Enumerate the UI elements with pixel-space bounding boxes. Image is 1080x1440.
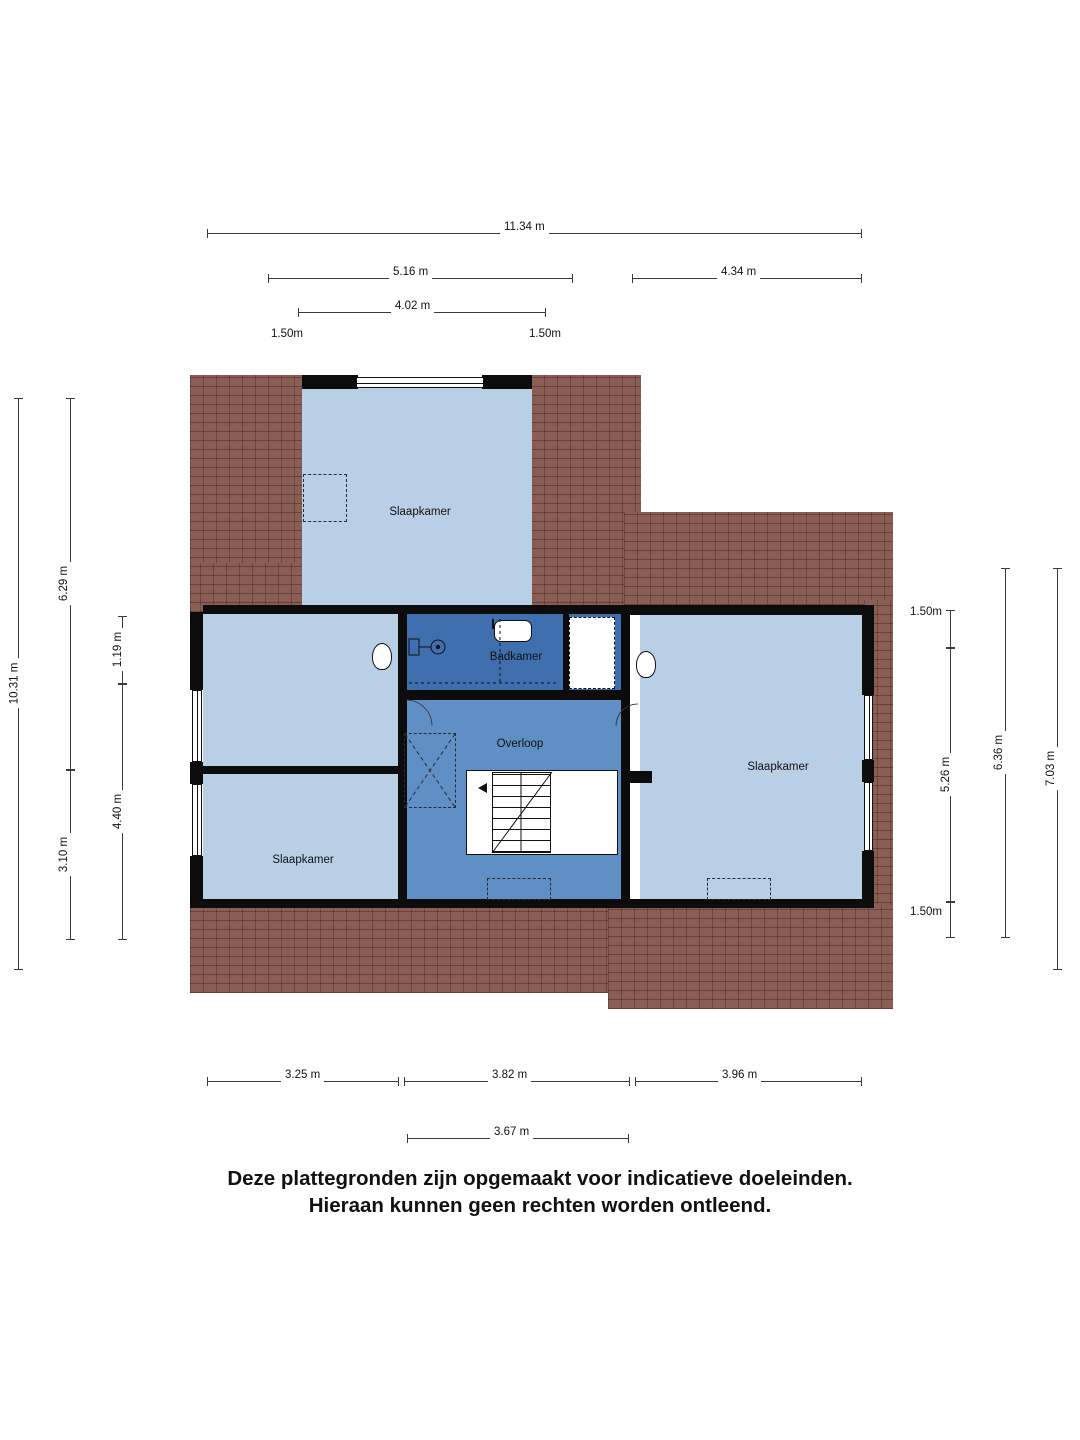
dim-label-top-eave-left: 1.50m	[267, 328, 307, 341]
disclaimer-line-2: Hieraan kunnen geen rechten worden ontleend.	[308, 1194, 772, 1217]
dim-label-top-overall: 11.34 m	[500, 221, 549, 234]
wall-top-left	[302, 375, 358, 389]
wall-top-right	[482, 375, 532, 389]
dim-label-right-eave-top: 1.50m	[906, 606, 946, 619]
dim-label-left-lower: 3.10 m	[58, 833, 71, 876]
dim-label-right-eave-bottom: 1.50m	[906, 906, 946, 919]
door-swing-arcs	[190, 600, 890, 920]
dim-label-right-mid: 6.36 m	[993, 731, 1006, 774]
dashed-outline-top-bedroom	[303, 474, 347, 522]
dim-label-top-left-section: 5.16 m	[389, 266, 432, 279]
dim-label-left-overall: 10.31 m	[8, 659, 21, 709]
roof-area-bottom-right	[608, 905, 893, 1009]
dim-label-top-inner: 4.02 m	[391, 300, 434, 313]
dim-label-top-right-section: 4.34 m	[717, 266, 760, 279]
dim-label-right-overall: 7.03 m	[1045, 747, 1058, 790]
disclaimer-line-1: Deze plattegronden zijn opgemaakt voor indicatieve doeleinden.	[227, 1167, 853, 1190]
room-label-bedroom-right: Slaapkamer	[747, 761, 809, 773]
room-label-landing: Overloop	[496, 738, 544, 750]
dim-label-left-upper: 6.29 m	[58, 562, 71, 605]
dim-line-right-eave-bottom	[950, 902, 951, 938]
room-label-bathroom: Badkamer	[489, 651, 543, 663]
window-top-bedroom	[356, 377, 484, 388]
roof-area-right-upper	[624, 512, 893, 614]
dim-line-right-eave-top	[950, 610, 951, 648]
dim-label-top-eave-right: 1.50m	[525, 328, 565, 341]
room-label-bedroom-left: Slaapkamer	[272, 854, 334, 866]
dim-label-bottom-left: 3.25 m	[281, 1069, 324, 1082]
dim-label-bottom-right: 3.96 m	[718, 1069, 761, 1082]
dim-label-left-mid-large: 4.40 m	[112, 790, 125, 833]
dim-label-right-inner: 5.26 m	[940, 753, 953, 796]
dim-label-left-mid-small: 1.19 m	[112, 628, 125, 671]
room-label-bedroom-top: Slaapkamer	[389, 506, 451, 518]
dim-label-bottom-middle: 3.82 m	[488, 1069, 531, 1082]
dim-label-bottom-inner: 3.67 m	[490, 1126, 533, 1139]
